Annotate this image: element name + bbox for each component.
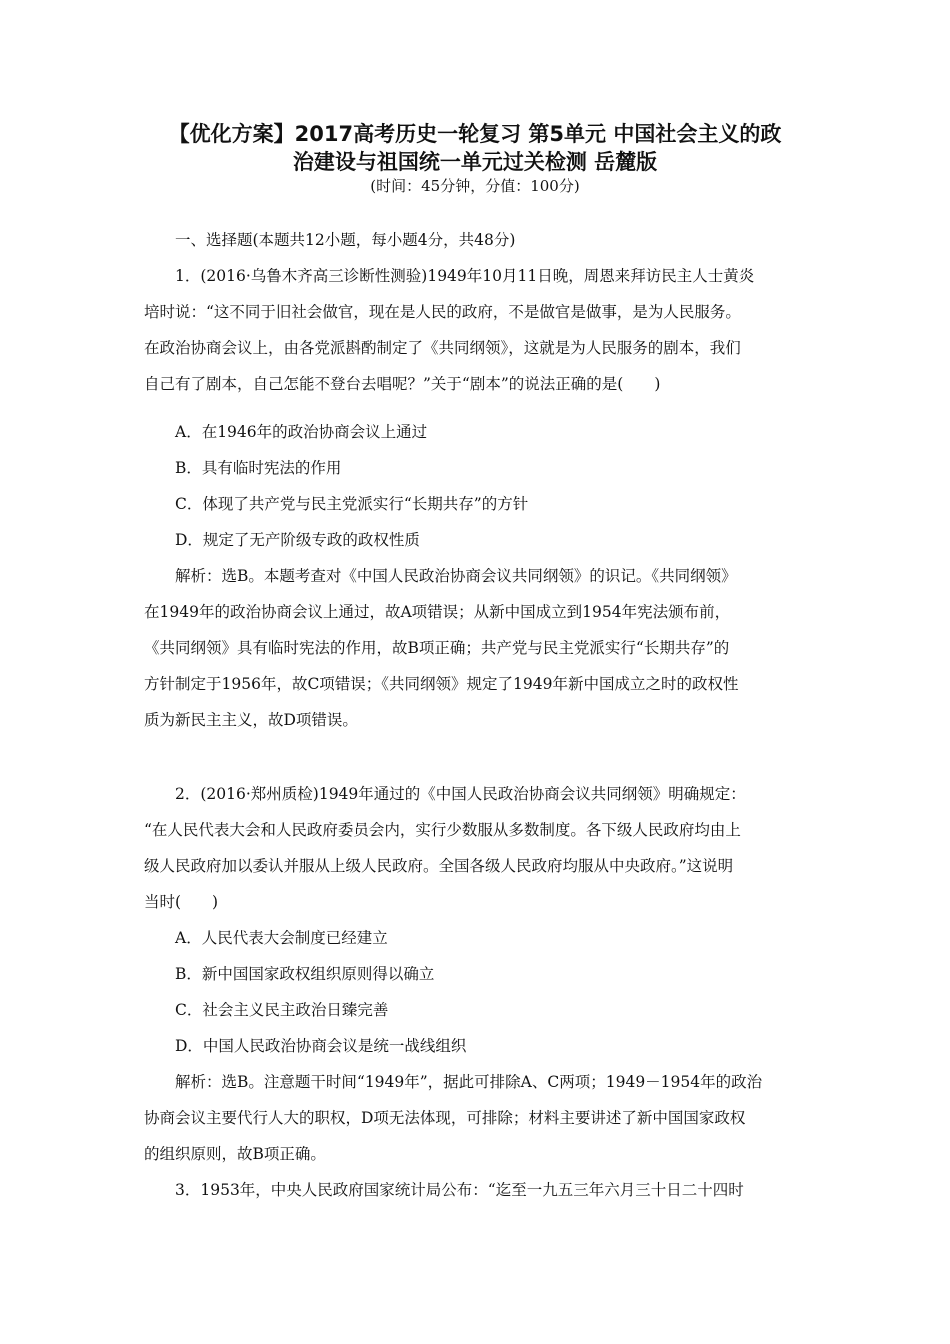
time-score-info: (时间：45分钟，分值：100分) [370, 177, 580, 195]
option-a: A．在1946年的政治协商会议上通过 [175, 423, 428, 441]
option-c: C．体现了共产党与民主党派实行“长期共存”的方针 [175, 495, 529, 513]
option-c: C．社会主义民主政治日臻完善 [175, 1001, 389, 1019]
question-1-analysis: 解析：选B。本题考查对《中国人民政治协商会议共同纲领》的识记。《共同纲领》 在1949年的政治协商会议上通过，故A项错误；从新中国成立到1954年宪法颁布前， 《共同纲领》具有临时宪法的作用，故B项正确；共产党与民主党派实行“长期共存”的 方针制定于1956年，故C项错误；《共同纲领》规定了1949年新中国成立之时的政权性 质为新民主主义，故D项错误。 [144, 567, 739, 729]
option-b: B．新中国国家政权组织原则得以确立 [175, 965, 435, 983]
option-b: B．具有临时宪法的作用 [175, 459, 342, 477]
question-2-options [144, 920, 806, 1064]
option-d: D．规定了无产阶级专政的政权性质 [175, 531, 420, 549]
question-2-stem: 2．(2016·郑州质检)1949年通过的《中国人民政治协商会议共同纲领》明确规定： “在人民代表大会和人民政府委员会内，实行少数服从多数制度。各下级人民政府均由上 级人民政府加以委认并服从上级人民政府。全国各级人民政府均服从中央政府。”这说明 当时( ) [144, 785, 746, 911]
question-3-stem: 3．1953年，中央人民政府国家统计局公布：“迄至一九五三年六月三十日二十四时 [175, 1181, 744, 1199]
option-a: A．人民代表大会制度已经建立 [175, 929, 388, 947]
question-2-analysis: 解析：选B。注意题干时间“1949年”，据此可排除A、C两项；1949－1954年的政治 协商会议主要代行人大的职权，D项无法体现，可排除；材料主要讲述了新中国国家政权 的组织原则，故B项正确。 [144, 1073, 763, 1163]
option-d: D．中国人民政治协商会议是统一战线组织 [175, 1037, 467, 1055]
question-1-stem: 1．(2016·乌鲁木齐高三诊断性测验)1949年10月11日晚，周恩来拜访民主人士黄炎 培时说：“这不同于旧社会做官，现在是人民的政府，不是做官是做事，是为人民服务。 在政治协商会议上，由各党派斟酌制定了《共同纲领》，这就是为人民服务的剧本，我们 自己有了剧本，自己怎能不登台去唱呢？”关于“剧本”的说法正确的是( ) [144, 267, 755, 393]
title-line-1: 【优化方案】2017高考历史一轮复习 第5单元 中国社会主义的政 [168, 122, 782, 146]
title-line-2: 治建设与祖国统一单元过关检测 岳麓版 [292, 150, 658, 174]
section-heading: 一、选择题(本题共12小题，每小题4分，共48分) [175, 231, 516, 249]
question-1-options [144, 414, 806, 558]
document-title [140, 120, 810, 176]
